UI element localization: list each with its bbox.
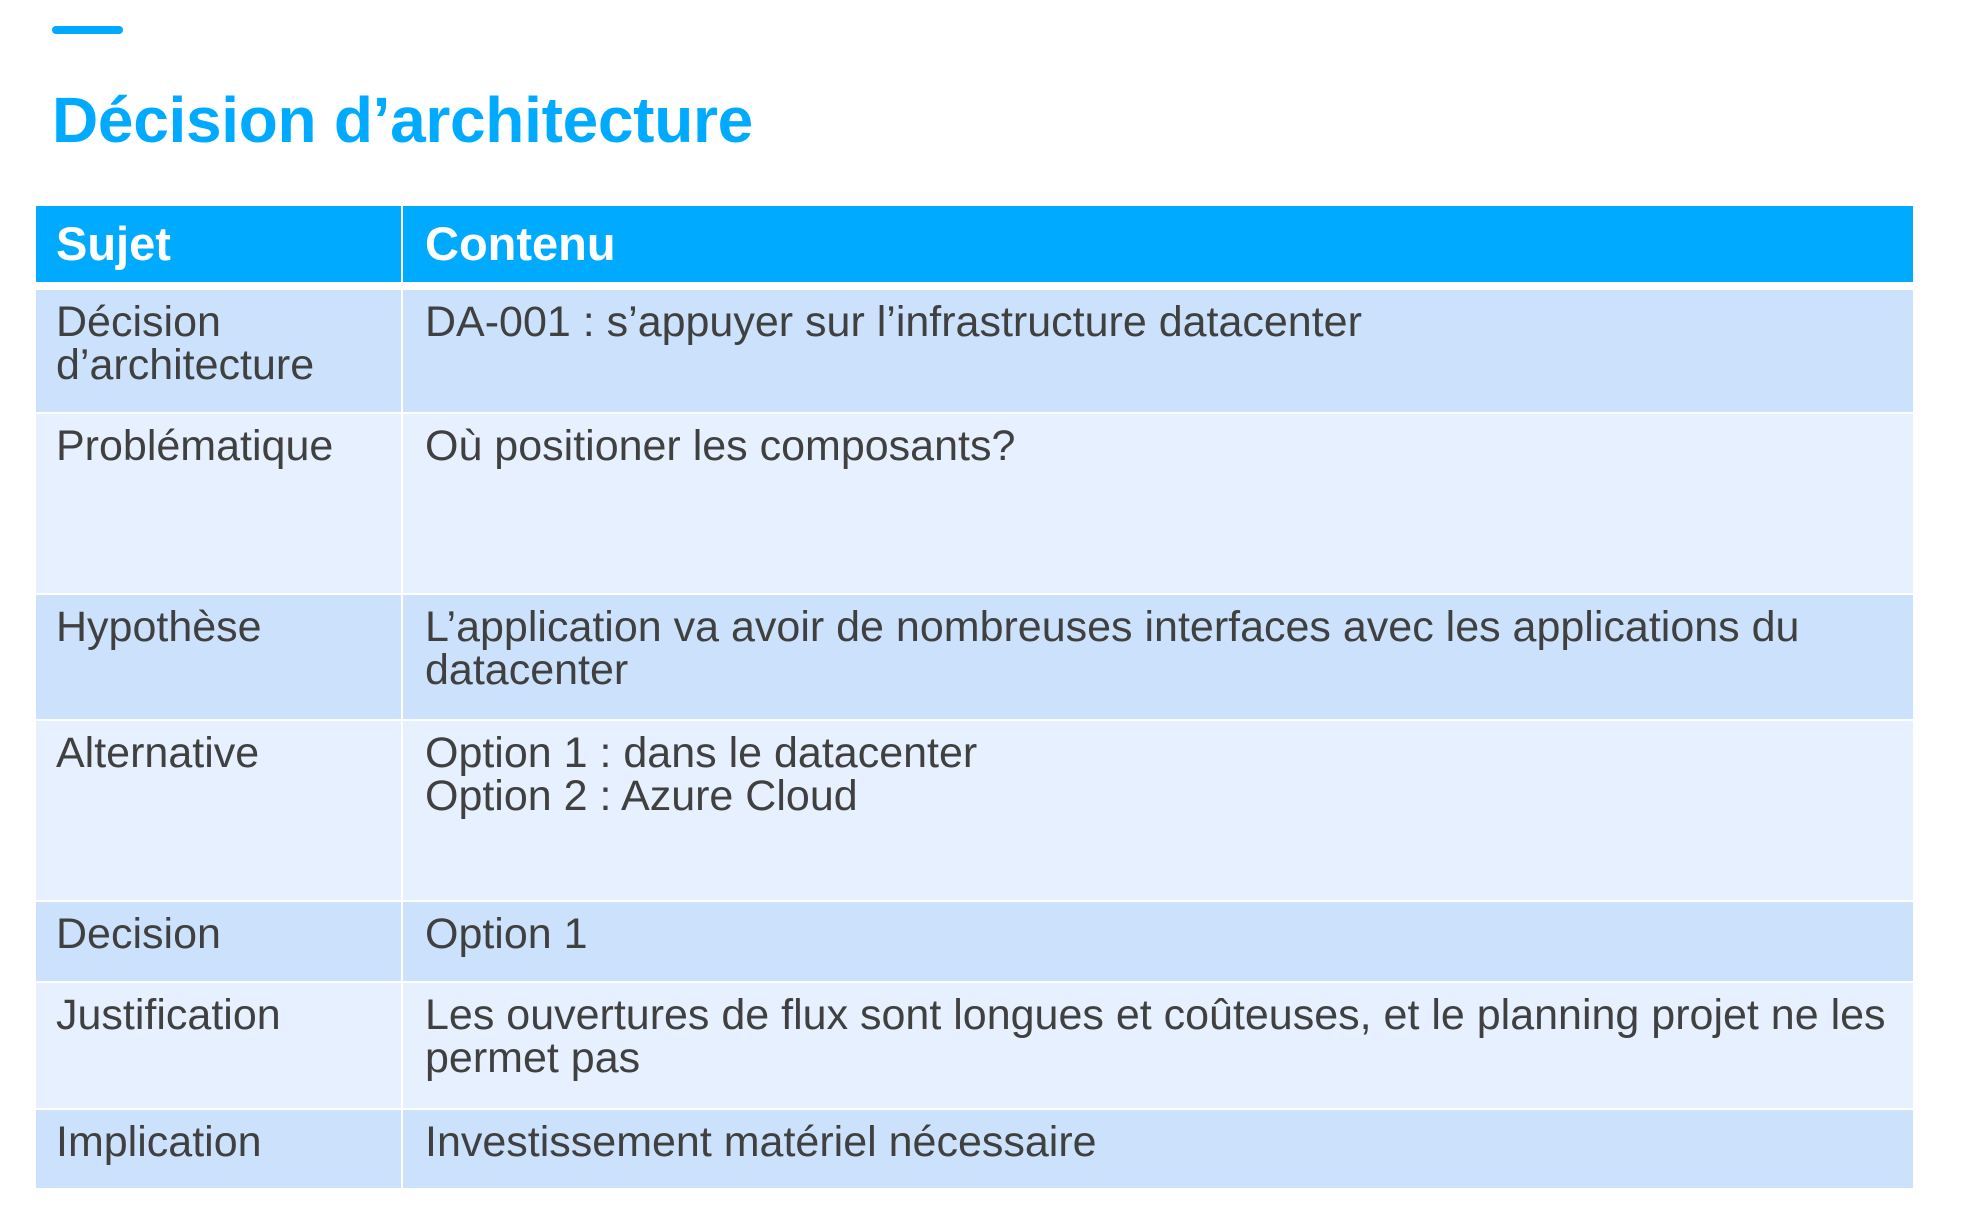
content-line: Option 1 — [425, 910, 588, 958]
row-subject: Décision d’architecture — [36, 290, 401, 412]
table-row-decision — [36, 290, 1913, 412]
column-header-content: Contenu — [403, 206, 1913, 282]
content-line: Investissement matériel nécessaire — [425, 1118, 1097, 1166]
row-content — [403, 721, 1913, 900]
row-content — [403, 1110, 1913, 1188]
table-row-implication — [36, 1110, 1913, 1188]
row-subject: Hypothèse — [36, 595, 401, 719]
content-line: Les ouvertures de flux sont longues et coûteuses, et le planning projet ne les permet pas — [425, 991, 1898, 1082]
table-row-alternative — [36, 721, 1913, 900]
architecture-decision-table — [36, 206, 1913, 1190]
content-line-option-1: Option 1 : dans le datacenter — [425, 729, 978, 777]
row-content — [403, 414, 1913, 593]
row-subject: Implication — [36, 1110, 401, 1188]
content-line-option-2: Option 2 : Azure Cloud — [425, 772, 858, 820]
content-line: Où positioner les composants? — [425, 422, 1016, 470]
content-line: L’application va avoir de nombreuses interfaces avec les applications du datacenter — [425, 603, 1812, 694]
slide-title: Décision d’architecture — [52, 84, 753, 156]
table-row-justification — [36, 983, 1913, 1108]
table-row-hypothese — [36, 595, 1913, 719]
row-content — [403, 595, 1913, 719]
row-subject: Decision — [36, 902, 401, 981]
row-subject: Justification — [36, 983, 401, 1108]
title-accent-bar — [52, 26, 123, 34]
table-header-row — [36, 206, 1913, 282]
row-subject: Problématique — [36, 414, 401, 593]
column-header-subject: Sujet — [36, 206, 401, 282]
content-line: DA-001 : s’appuyer sur l’infrastructure datacenter — [425, 298, 1362, 346]
table-row-problematique — [36, 414, 1913, 593]
row-content — [403, 983, 1913, 1108]
row-content — [403, 902, 1913, 981]
row-content — [403, 290, 1913, 412]
row-subject: Alternative — [36, 721, 401, 900]
table-row-decision-outcome — [36, 902, 1913, 981]
